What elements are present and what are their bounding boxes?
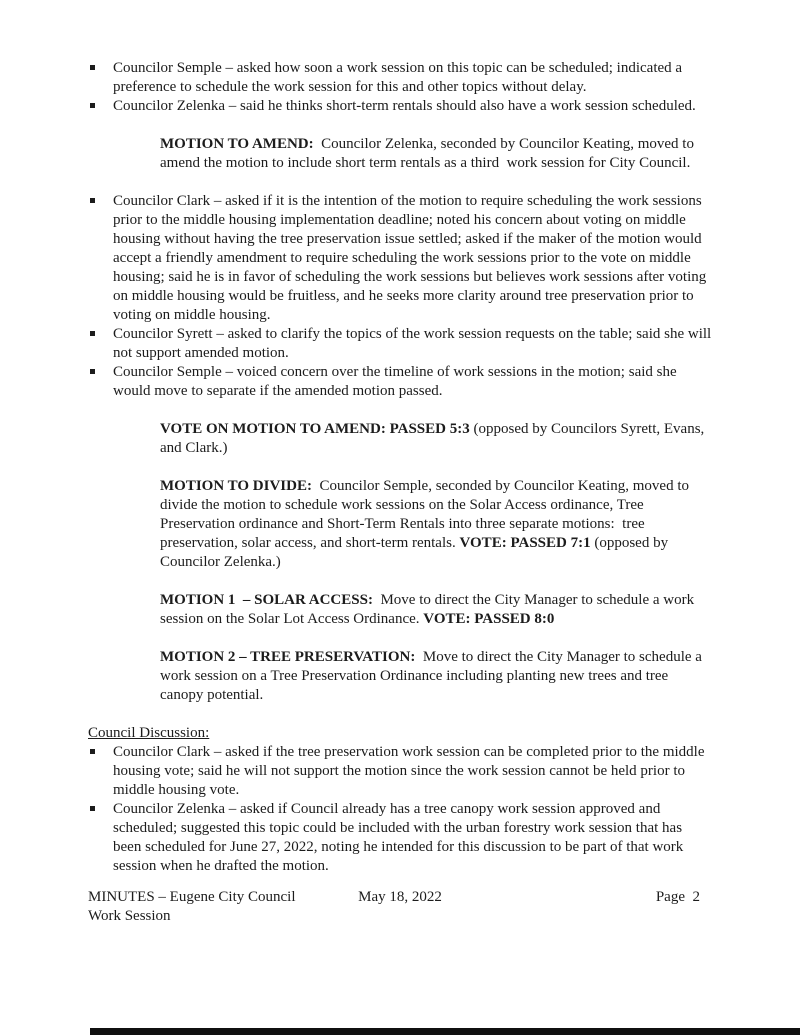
bullet-item xyxy=(88,192,712,325)
motion-paragraph xyxy=(160,477,712,572)
section-heading xyxy=(88,724,712,743)
bullet-item xyxy=(88,800,712,876)
bullet-text xyxy=(113,59,712,97)
bullet-item xyxy=(88,97,712,116)
footer-title-line2: Work Session xyxy=(88,908,171,924)
footer-title-line1: MINUTES – Eugene City Council xyxy=(88,889,296,905)
bullet-item xyxy=(88,363,712,401)
document-body xyxy=(88,59,715,876)
bold-text-segment: VOTE: PASSED 8:0 xyxy=(423,611,555,627)
bullet-item xyxy=(88,325,715,363)
bullet-text xyxy=(113,97,712,116)
footer-date: May 18, 2022 xyxy=(358,889,442,905)
text-segment: Councilor Semple – asked how soon a work session on this topic can be scheduled; indicated a preference to schedule the work session for this and other topics without delay. xyxy=(113,60,686,95)
bold-text-segment: MOTION 1 – SOLAR ACCESS: xyxy=(160,592,373,608)
footer-page-number: Page 2 xyxy=(655,889,700,905)
bullet-text xyxy=(113,743,712,800)
bullet-text xyxy=(113,192,712,325)
bold-text-segment: MOTION TO AMEND: xyxy=(160,136,314,152)
bold-text-segment: MOTION 2 – TREE PRESERVATION: xyxy=(160,649,416,665)
text-segment: Councilor Clark – asked if the tree preservation work session can be completed prior to the middle housing vote; said he will not support the motion since the work session cannot be held prior to middle housing vote. xyxy=(113,744,709,798)
text-segment: Councilor Clark – asked if it is the intention of the motion to require scheduling the work sessions prior to the middle housing implementation deadline; noted his concern about voting on middle housing without having the tree preservation issue settled; asked if the maker of the motion would accept a friendly amendment to require scheduling the work sessions prior to the vote on middle housing; said he is in favor of scheduling the work sessions but believes work sessions after voting on middle housing would be fruitless, and he seeks more clarity around tree preservation prior to voting on middle housing. xyxy=(113,193,710,323)
text-segment: Councilor Syrett – asked to clarify the topics of the work session requests on the table; said she will not support amended motion. xyxy=(113,326,715,361)
text-segment: Councilor Zelenka, seconded by Councilor Keating, moved to amend the motion to include short term rentals as a third work session for City Council. xyxy=(160,136,698,171)
bullet-icon xyxy=(88,97,113,116)
bullet-icon xyxy=(88,363,113,401)
motion-paragraph xyxy=(160,420,712,458)
footer-document-title xyxy=(88,888,358,926)
page-bottom-edge xyxy=(90,1028,800,1035)
bold-text-segment: MOTION TO DIVIDE: xyxy=(160,478,312,494)
bullet-icon xyxy=(88,192,113,325)
page-footer xyxy=(88,888,712,926)
motion-paragraph xyxy=(160,648,712,705)
bullet-text xyxy=(113,800,712,876)
bullet-icon xyxy=(88,325,113,363)
text-segment: Move to direct the City Manager to schedule a work session on the Solar Lot Access Ordinance. xyxy=(160,592,698,627)
motion-paragraph xyxy=(160,135,712,173)
text-segment: (opposed by Councilor Zelenka.) xyxy=(160,535,672,570)
bold-text-segment: VOTE: PASSED 7:1 xyxy=(459,535,591,551)
text-segment: (opposed by Councilors Syrett, Evans, and Clark.) xyxy=(160,421,709,456)
text-segment: Councilor Zelenka – asked if Council already has a tree canopy work session approved and scheduled; suggested this topic could be included with the urban forestry work session that has been scheduled for June 27, 2022, noting he intended for this discussion to be part of that work session when he drafted the motion. xyxy=(113,801,688,874)
bullet-item xyxy=(88,59,712,97)
bullet-icon xyxy=(88,59,113,97)
text-segment: Councilor Zelenka – said he thinks short-term rentals should also have a work session scheduled. xyxy=(113,98,696,114)
bullet-item xyxy=(88,743,712,800)
bullet-text xyxy=(113,325,715,363)
text-segment: Councilor Semple – voiced concern over the timeline of work sessions in the motion; said she would move to separate if the amended motion passed. xyxy=(113,364,681,399)
bullet-text xyxy=(113,363,712,401)
text-segment: Councilor Semple, seconded by Councilor Keating, moved to divide the motion to schedule work sessions on the Solar Access ordinance, Tree Preservation ordinance and Short-Term Rentals into three separate motions: tree preservation, solar access, and short-term rentals. xyxy=(160,478,693,551)
bullet-icon xyxy=(88,743,113,800)
bold-text-segment: VOTE ON MOTION TO AMEND: PASSED 5:3 xyxy=(160,421,470,437)
text-segment: Move to direct the City Manager to schedule a work session on a Tree Preservation Ordinance including planting new trees and tree canopy potential. xyxy=(160,649,706,703)
text-segment: Council Discussion: xyxy=(88,725,210,741)
bullet-icon xyxy=(88,800,113,876)
motion-paragraph xyxy=(160,591,712,629)
